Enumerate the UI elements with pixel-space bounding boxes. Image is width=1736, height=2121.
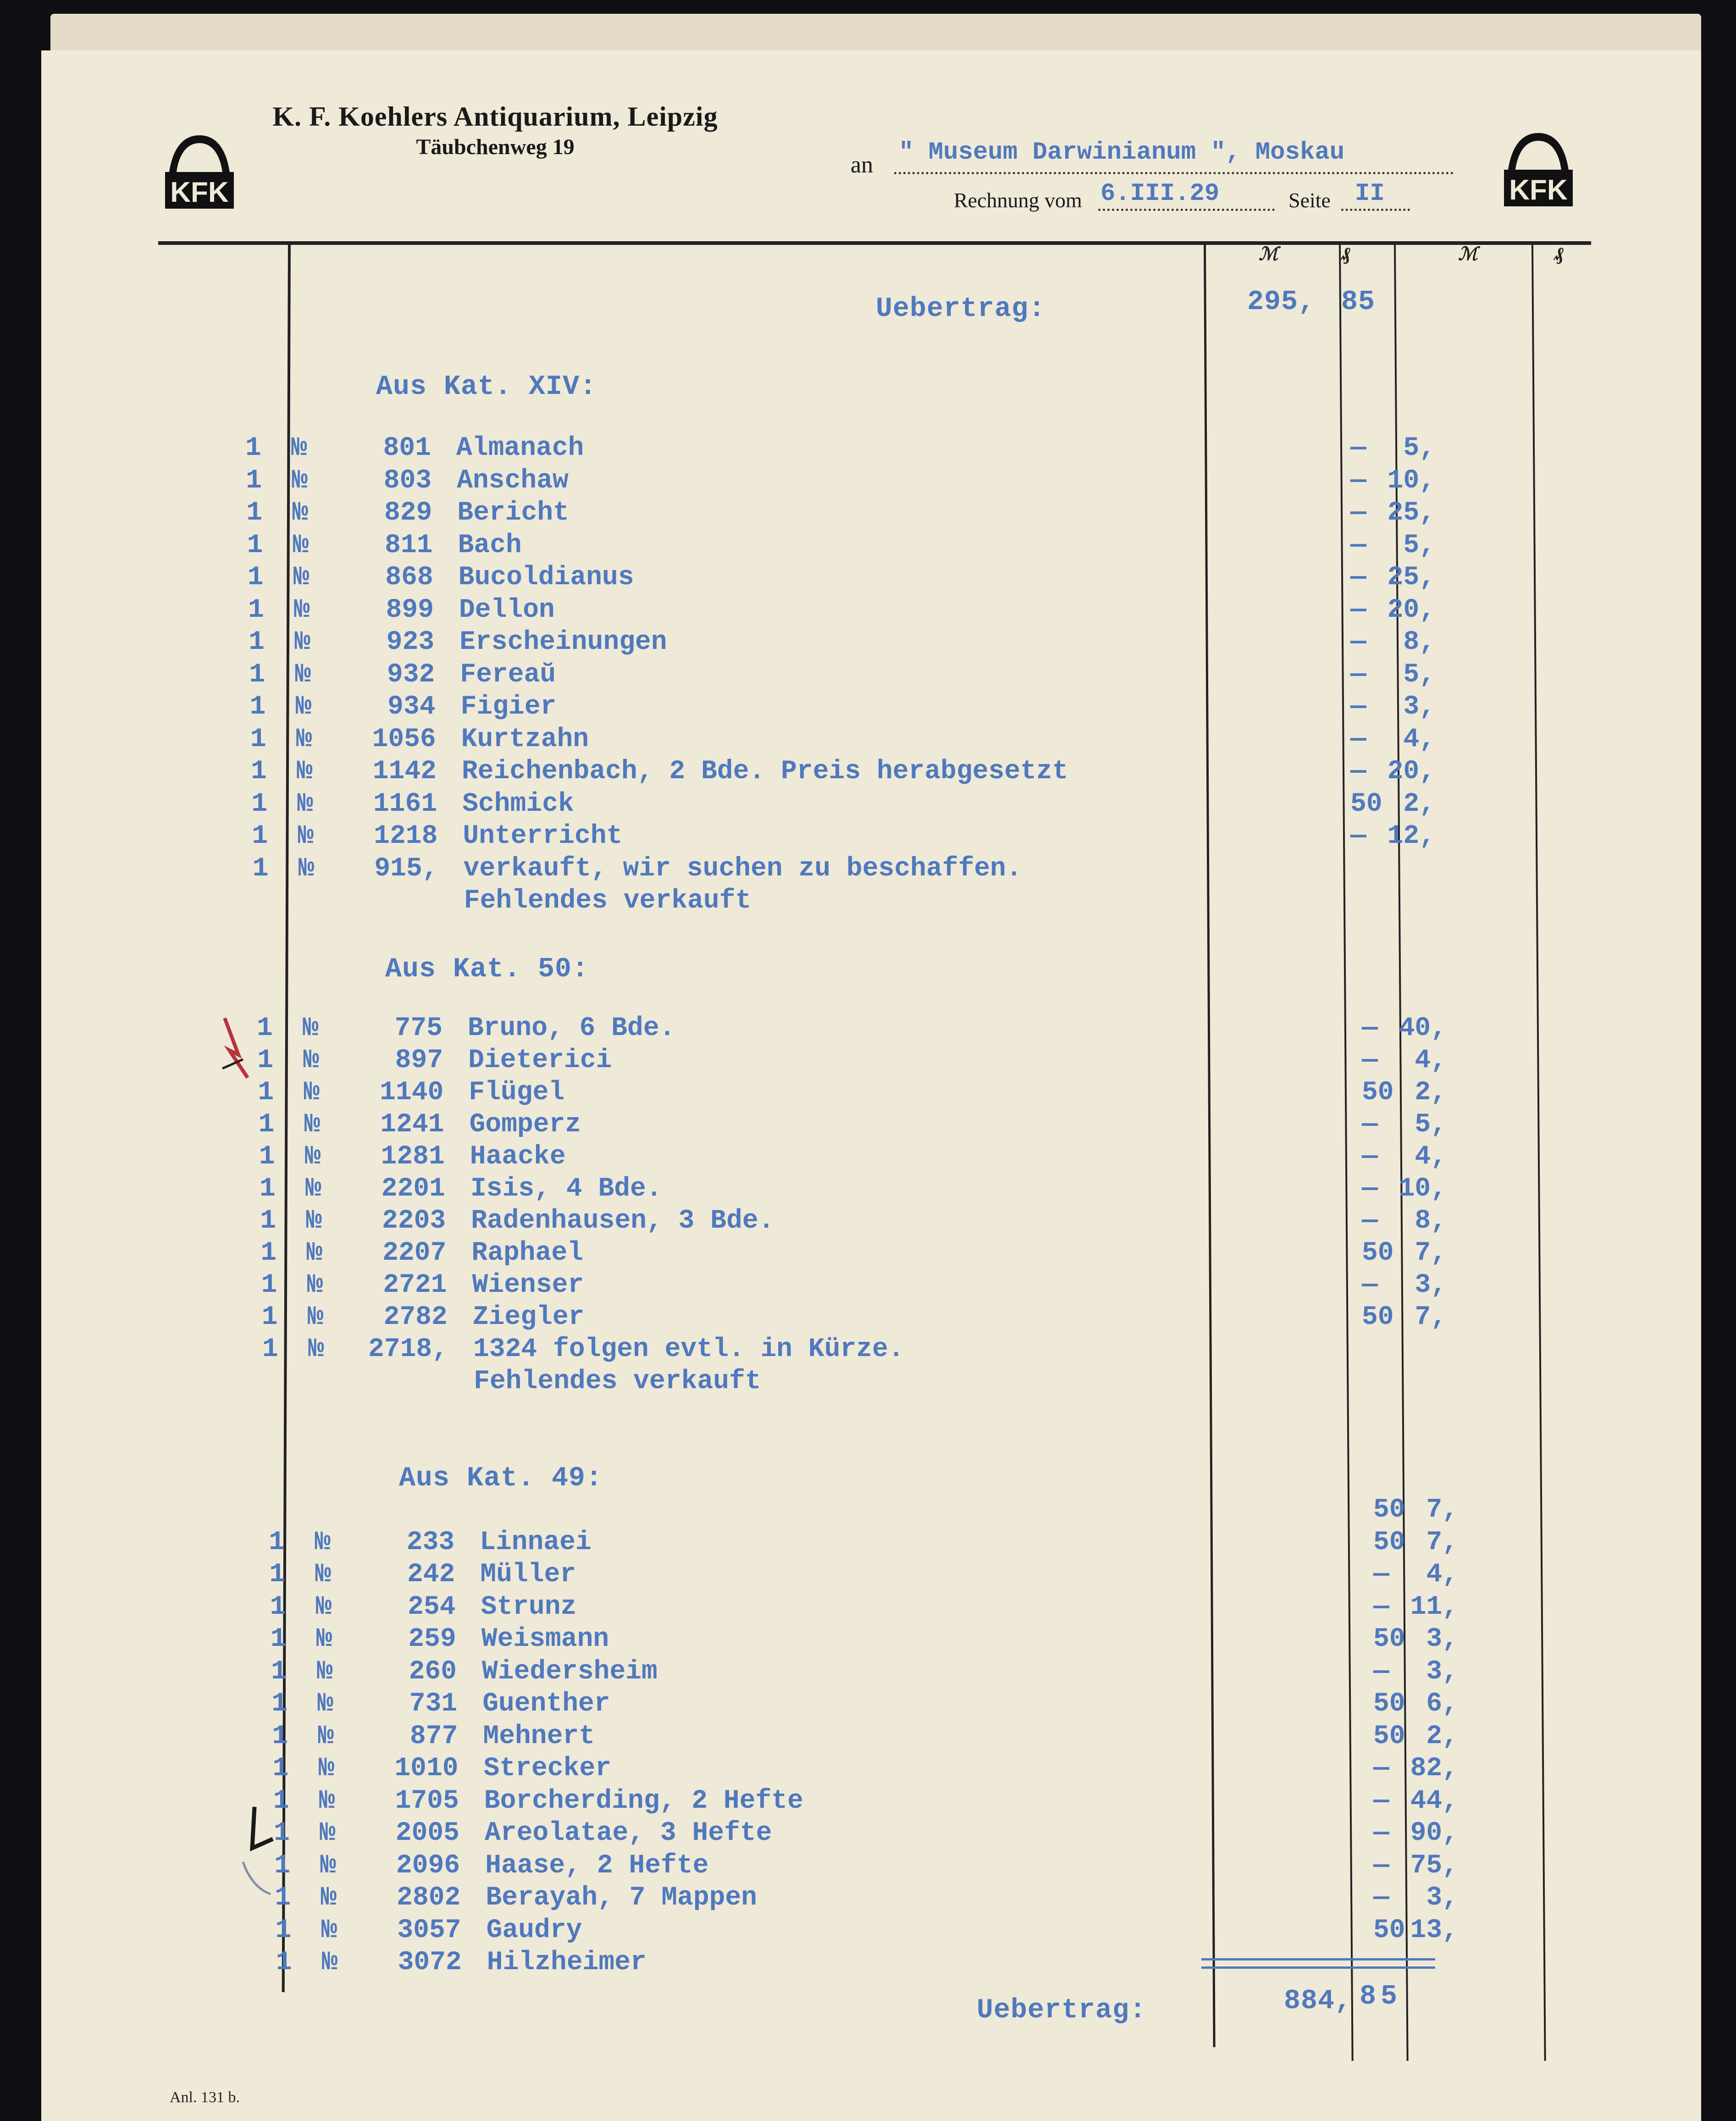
item-number-sign: № (315, 1527, 331, 1557)
item-price-mark: 7, (1426, 1495, 1458, 1525)
item-price-pf: — (1373, 1850, 1389, 1881)
item-quantity: 1 (249, 627, 265, 657)
item-description: Bericht (457, 498, 569, 528)
carry-out-pf: 85 (1360, 1981, 1402, 2012)
item-number-sign: № (317, 1656, 333, 1687)
item-quantity: 1 (251, 789, 267, 819)
item-description: Areolatae, 3 Hefte (485, 1818, 772, 1848)
item-description: Flügel (469, 1078, 565, 1108)
item-quantity: 1 (272, 1754, 289, 1783)
item-price-mark: 40, (1399, 1013, 1447, 1043)
item-catalog-number: 803 (383, 465, 432, 496)
item-catalog-number: 801 (383, 433, 431, 463)
logo-right (1502, 131, 1575, 209)
item-price-mark: 7, (1426, 1527, 1458, 1557)
item-quantity: 1 (271, 1656, 287, 1687)
item-catalog-number: 2721 (383, 1270, 447, 1300)
item-description: Radenhausen, 3 Bde. (471, 1206, 774, 1236)
item-price-pf: — (1361, 1206, 1378, 1236)
item-price-pf: — (1350, 724, 1366, 754)
item-price-pf: — (1350, 821, 1366, 851)
item-description: Haase, 2 Hefte (485, 1850, 709, 1881)
item-number-sign: № (296, 724, 312, 754)
firm-block (225, 101, 766, 160)
item-price-mark: 4, (1426, 1560, 1458, 1589)
item-description: Raphael (471, 1238, 584, 1268)
item-price-mark: 3, (1426, 1656, 1458, 1687)
item-quantity: 1 (259, 1142, 275, 1172)
item-number-sign: № (318, 1721, 334, 1751)
item-number-sign: № (307, 1270, 323, 1300)
item-quantity: 1 (273, 1786, 289, 1816)
item-catalog-number: 254 (408, 1592, 456, 1622)
item-price-pf: — (1350, 757, 1366, 786)
item-price-mark: 75, (1410, 1850, 1458, 1881)
item-price-mark: 90, (1410, 1818, 1458, 1848)
item-number-sign: № (295, 659, 311, 690)
item-price-mark: 11, (1410, 1592, 1458, 1622)
item-quantity: 1 (252, 821, 268, 851)
item-number-sign: № (306, 1238, 323, 1268)
item-price-mark: 3, (1415, 1270, 1447, 1300)
item-price-mark: 3, (1426, 1624, 1458, 1654)
mark-header-1: ℳ (1259, 244, 1278, 264)
item-price-mark: 5, (1403, 530, 1435, 560)
pencil-mark (229, 1802, 284, 1899)
item-description: verkauft, wir suchen zu beschaffen. (463, 853, 1022, 884)
item-catalog-number: 1161 (373, 789, 437, 819)
item-catalog-number: 242 (407, 1560, 455, 1589)
item-quantity: 1 (262, 1335, 278, 1364)
item-price-mark: 4, (1415, 1142, 1447, 1172)
item-price-mark: 12, (1387, 821, 1435, 851)
item-price-pf: 50 (1373, 1689, 1405, 1719)
item-number-sign: № (298, 853, 315, 884)
item-price-mark: 7, (1415, 1302, 1447, 1332)
item-catalog-number: 899 (386, 595, 434, 625)
item-price-pf: — (1373, 1754, 1389, 1783)
item-number-sign: № (304, 1142, 321, 1172)
item-price-pf: 50 (1373, 1915, 1405, 1945)
item-number-sign: № (308, 1335, 324, 1364)
to-label: an (851, 152, 874, 178)
invoice-date-line (1098, 209, 1275, 211)
item-price-pf: — (1350, 433, 1366, 463)
item-quantity: 1 (248, 595, 264, 625)
item-number-sign: № (315, 1560, 332, 1589)
item-catalog-number: 260 (409, 1656, 457, 1687)
item-catalog-number: 868 (385, 563, 433, 593)
item-description: Anschaw (457, 465, 569, 496)
item-quantity: 1 (247, 530, 263, 560)
item-number-sign: № (293, 563, 310, 593)
item-price-pf: 50 (1373, 1721, 1405, 1751)
item-number-sign: № (294, 595, 310, 625)
item-price-pf: — (1373, 1656, 1389, 1687)
item-quantity: 1 (269, 1527, 285, 1557)
item-price-mark: 8, (1403, 627, 1435, 657)
item-quantity: 1 (251, 757, 267, 786)
item-description: Ziegler (472, 1302, 585, 1332)
item-price-pf: — (1361, 1270, 1378, 1300)
item-quantity: 1 (249, 659, 265, 690)
item-catalog-number: 2203 (381, 1206, 446, 1236)
item-quantity: 1 (270, 1624, 287, 1654)
item-description: Erscheinungen (459, 627, 667, 657)
item-number-sign: № (306, 1206, 322, 1236)
section-heading: Aus Kat. XIV: (376, 371, 597, 403)
sum-rule (1201, 1966, 1435, 1969)
item-price-pf: — (1362, 1174, 1378, 1204)
item-description: Gaudry (486, 1915, 582, 1945)
item-description: Mehnert (483, 1721, 595, 1751)
item-description: Bruno, 6 Bde. (468, 1013, 675, 1043)
item-description: Bucoldianus (458, 563, 634, 593)
item-quantity: 1 (246, 498, 263, 528)
item-description: Almanach (456, 433, 584, 463)
item-description: Kurtzahn (461, 724, 589, 754)
item-quantity: 1 (272, 1721, 288, 1751)
item-description: Fereaŭ (460, 659, 556, 690)
recipient-line (894, 172, 1454, 174)
item-quantity: 1 (261, 1270, 277, 1300)
item-price-pf: — (1350, 498, 1366, 528)
item-description: Gomperz (469, 1110, 581, 1140)
item-catalog-number: 1218 (374, 821, 438, 851)
pf-header-1: ₰ (1341, 244, 1350, 264)
item-catalog-number: 3057 (397, 1915, 461, 1945)
item-price-pf: — (1362, 1013, 1378, 1043)
item-description: Wienser (472, 1270, 584, 1300)
item-price-pf: 50 (1373, 1624, 1405, 1654)
item-quantity: 1 (258, 1110, 275, 1140)
item-catalog-number: 3072 (398, 1948, 462, 1977)
item-quantity: 1 (252, 853, 269, 884)
item-catalog-number: 1010 (394, 1754, 459, 1783)
item-number-sign: № (305, 1174, 321, 1204)
item-quantity: 1 (257, 1046, 273, 1075)
item-quantity: 1 (275, 1915, 292, 1945)
item-price-mark: 2, (1426, 1721, 1458, 1751)
item-catalog-number: 2802 (397, 1883, 461, 1913)
item-number-sign: № (298, 821, 314, 851)
item-quantity: 1 (250, 724, 266, 754)
item-price-mark: 7, (1415, 1238, 1447, 1268)
item-description: Dellon (459, 595, 555, 625)
item-number-sign: № (316, 1624, 332, 1654)
item-price-pf: — (1350, 659, 1366, 690)
item-price-pf: — (1350, 627, 1366, 657)
item-catalog-number: 2782 (383, 1302, 448, 1332)
item-price-pf: — (1373, 1592, 1389, 1622)
item-quantity: 1 (246, 465, 262, 496)
item-description: Borcherding, 2 Hefte (484, 1786, 803, 1816)
item-catalog-number: 1241 (380, 1110, 444, 1140)
item-price-pf: 50 (1373, 1495, 1405, 1525)
item-number-sign: № (292, 465, 308, 496)
page-label: Seite (1288, 188, 1331, 212)
item-description: 1324 folgen evtl. in Kürze. (473, 1335, 904, 1364)
page-number-line (1341, 209, 1410, 211)
header-rule (158, 241, 1591, 245)
item-catalog-number: 259 (408, 1624, 456, 1654)
item-price-mark: 3, (1426, 1883, 1458, 1913)
item-price-pf: 50 (1361, 1238, 1394, 1268)
logo-text: KFK (170, 177, 229, 208)
item-description: Hilzheimer (487, 1948, 647, 1977)
item-price-pf: 50 (1350, 789, 1382, 819)
item-number-sign: № (291, 433, 307, 463)
item-description: Strecker (483, 1754, 612, 1783)
item-price-pf: 50 (1361, 1078, 1394, 1108)
item-description: Bach (458, 530, 522, 560)
section-heading: Aus Kat. 50: (385, 954, 589, 985)
item-catalog-number: 915, (374, 853, 438, 884)
item-number-sign: № (321, 1883, 337, 1913)
item-price-pf: — (1350, 595, 1366, 625)
item-number-sign: № (303, 1013, 319, 1043)
invoice-date: 6.III.29 (1100, 180, 1220, 208)
item-number-sign: № (294, 627, 310, 657)
item-price-mark: 2, (1403, 789, 1435, 819)
item-price-pf: — (1350, 692, 1366, 722)
mark-header-2: ℳ (1458, 244, 1478, 264)
item-description: Guenther (482, 1689, 610, 1719)
logo-text: KFK (1509, 174, 1568, 206)
item-catalog-number: 233 (406, 1527, 455, 1557)
item-catalog-number: 897 (395, 1046, 443, 1075)
item-price-pf: — (1350, 563, 1366, 593)
item-number-sign: № (292, 498, 309, 528)
item-quantity: 1 (247, 563, 264, 593)
invoice-label: Rechnung vom (954, 188, 1082, 212)
item-number-sign: № (318, 1754, 335, 1783)
item-quantity: 1 (260, 1238, 277, 1268)
item-price-pf: — (1361, 1046, 1378, 1075)
item-number-sign: № (320, 1818, 336, 1848)
item-number-sign: № (304, 1110, 321, 1140)
item-price-mark: 3, (1403, 692, 1435, 722)
item-catalog-number: 923 (386, 627, 435, 657)
item-description: Haacke (470, 1142, 566, 1172)
item-price-mark: 44, (1410, 1786, 1458, 1816)
item-catalog-number: 2718, (368, 1335, 448, 1364)
item-quantity: 1 (249, 692, 266, 722)
firm-name: K. F. Koehlers Antiquarium, Leipzig (272, 101, 718, 132)
item-number-sign: № (315, 1592, 332, 1622)
item-quantity: 1 (274, 1850, 290, 1881)
item-price-pf: 50 (1361, 1302, 1394, 1332)
item-description: Weismann (481, 1624, 609, 1654)
item-description: Fehlendes verkauft (474, 1367, 761, 1396)
carry-in-pf: 85 (1341, 287, 1376, 318)
item-catalog-number: 1281 (381, 1142, 445, 1172)
item-description: Müller (480, 1560, 576, 1589)
item-description: Isis, 4 Bde. (470, 1174, 662, 1204)
item-quantity: 1 (245, 433, 261, 463)
item-number-sign: № (321, 1948, 338, 1977)
item-quantity: 1 (275, 1883, 291, 1913)
item-price-mark: 2, (1415, 1078, 1447, 1108)
item-price-mark: 20, (1387, 595, 1435, 625)
item-price-pf: — (1361, 1110, 1378, 1140)
carry-in-label: Uebertrag: (876, 294, 1046, 325)
item-price-pf: — (1373, 1883, 1389, 1913)
item-number-sign: № (320, 1850, 336, 1881)
item-price-mark: 5, (1403, 433, 1435, 463)
item-price-mark: 13, (1410, 1915, 1458, 1945)
item-catalog-number: 934 (387, 692, 436, 722)
item-description: Schmick (462, 789, 574, 819)
item-quantity: 1 (274, 1818, 290, 1848)
footer-form-number: Anl. 131 b. (170, 2089, 240, 2106)
item-price-mark: 6, (1426, 1689, 1458, 1719)
item-catalog-number: 2005 (395, 1818, 459, 1848)
item-quantity: 1 (276, 1948, 292, 1977)
item-description: Fehlendes verkauft (464, 886, 752, 916)
item-price-pf: — (1373, 1818, 1389, 1848)
item-description: Wiedersheim (482, 1656, 658, 1687)
item-catalog-number: 731 (409, 1689, 458, 1719)
item-number-sign: № (295, 692, 312, 722)
item-description: Strunz (481, 1592, 577, 1622)
item-number-sign: № (304, 1078, 320, 1108)
item-price-mark: 8, (1415, 1206, 1447, 1236)
item-catalog-number: 811 (385, 530, 433, 560)
item-number-sign: № (303, 1046, 319, 1075)
item-number-sign: № (293, 530, 309, 560)
item-price-pf: 50 (1373, 1527, 1405, 1557)
item-price-pf: — (1373, 1560, 1389, 1589)
item-catalog-number: 1056 (372, 724, 436, 754)
item-price-mark: 5, (1403, 659, 1435, 690)
item-catalog-number: 2207 (382, 1238, 447, 1268)
item-catalog-number: 2201 (381, 1174, 445, 1204)
item-number-sign: № (297, 757, 313, 786)
item-quantity: 1 (257, 1013, 273, 1043)
item-description: Dieterici (468, 1046, 612, 1075)
item-catalog-number: 932 (387, 659, 435, 690)
red-check-mark (216, 1013, 257, 1082)
item-catalog-number: 877 (409, 1721, 458, 1751)
item-catalog-number: 1705 (395, 1786, 459, 1816)
item-price-pf: — (1373, 1786, 1389, 1816)
item-price-mark: 4, (1415, 1046, 1447, 1075)
firm-street: Täubchenweg 19 (416, 135, 575, 159)
item-price-mark: 10, (1387, 465, 1435, 496)
item-quantity: 1 (260, 1206, 276, 1236)
item-price-mark: 82, (1410, 1754, 1458, 1783)
item-price-mark: 4, (1403, 724, 1435, 754)
item-quantity: 1 (269, 1560, 286, 1589)
item-quantity: 1 (261, 1302, 278, 1332)
item-catalog-number: 1140 (380, 1078, 444, 1108)
item-price-mark: 5, (1415, 1110, 1447, 1140)
page-number: II (1355, 180, 1385, 208)
item-number-sign: № (319, 1786, 335, 1816)
carry-out-mark: 884, (1284, 1986, 1352, 2017)
item-number-sign: № (297, 789, 313, 819)
item-description: Linnaei (480, 1527, 592, 1557)
item-description: Unterricht (463, 821, 623, 851)
carry-in-mark: 295, (1247, 287, 1316, 318)
item-price-pf: — (1350, 465, 1366, 496)
item-quantity: 1 (271, 1689, 287, 1719)
carry-out-label: Uebertrag: (977, 1995, 1147, 2026)
item-description: Reichenbach, 2 Bde. Preis herabgesetzt (462, 757, 1068, 786)
item-quantity: 1 (270, 1592, 286, 1622)
item-quantity: 1 (258, 1078, 274, 1108)
item-price-mark: 20, (1387, 757, 1435, 786)
recipient: " Museum Darwinianum ", Moskau (899, 138, 1345, 166)
sum-rule (1201, 1958, 1435, 1960)
section-heading: Aus Kat. 49: (399, 1463, 603, 1494)
item-price-pf: — (1361, 1142, 1378, 1172)
pf-header-2: ₰ (1554, 244, 1564, 264)
item-description: Figier (460, 692, 557, 722)
item-price-pf: — (1350, 530, 1366, 560)
item-number-sign: № (321, 1915, 337, 1945)
item-catalog-number: 829 (384, 498, 432, 528)
item-number-sign: № (317, 1689, 333, 1719)
item-catalog-number: 1142 (372, 757, 437, 786)
item-description: Berayah, 7 Mappen (486, 1883, 757, 1913)
item-price-mark: 10, (1399, 1174, 1447, 1204)
item-price-mark: 25, (1387, 498, 1435, 528)
item-catalog-number: 775 (394, 1013, 442, 1043)
item-quantity: 1 (260, 1174, 276, 1204)
item-catalog-number: 2096 (396, 1850, 460, 1881)
item-price-mark: 25, (1387, 563, 1435, 593)
item-number-sign: № (307, 1302, 324, 1332)
